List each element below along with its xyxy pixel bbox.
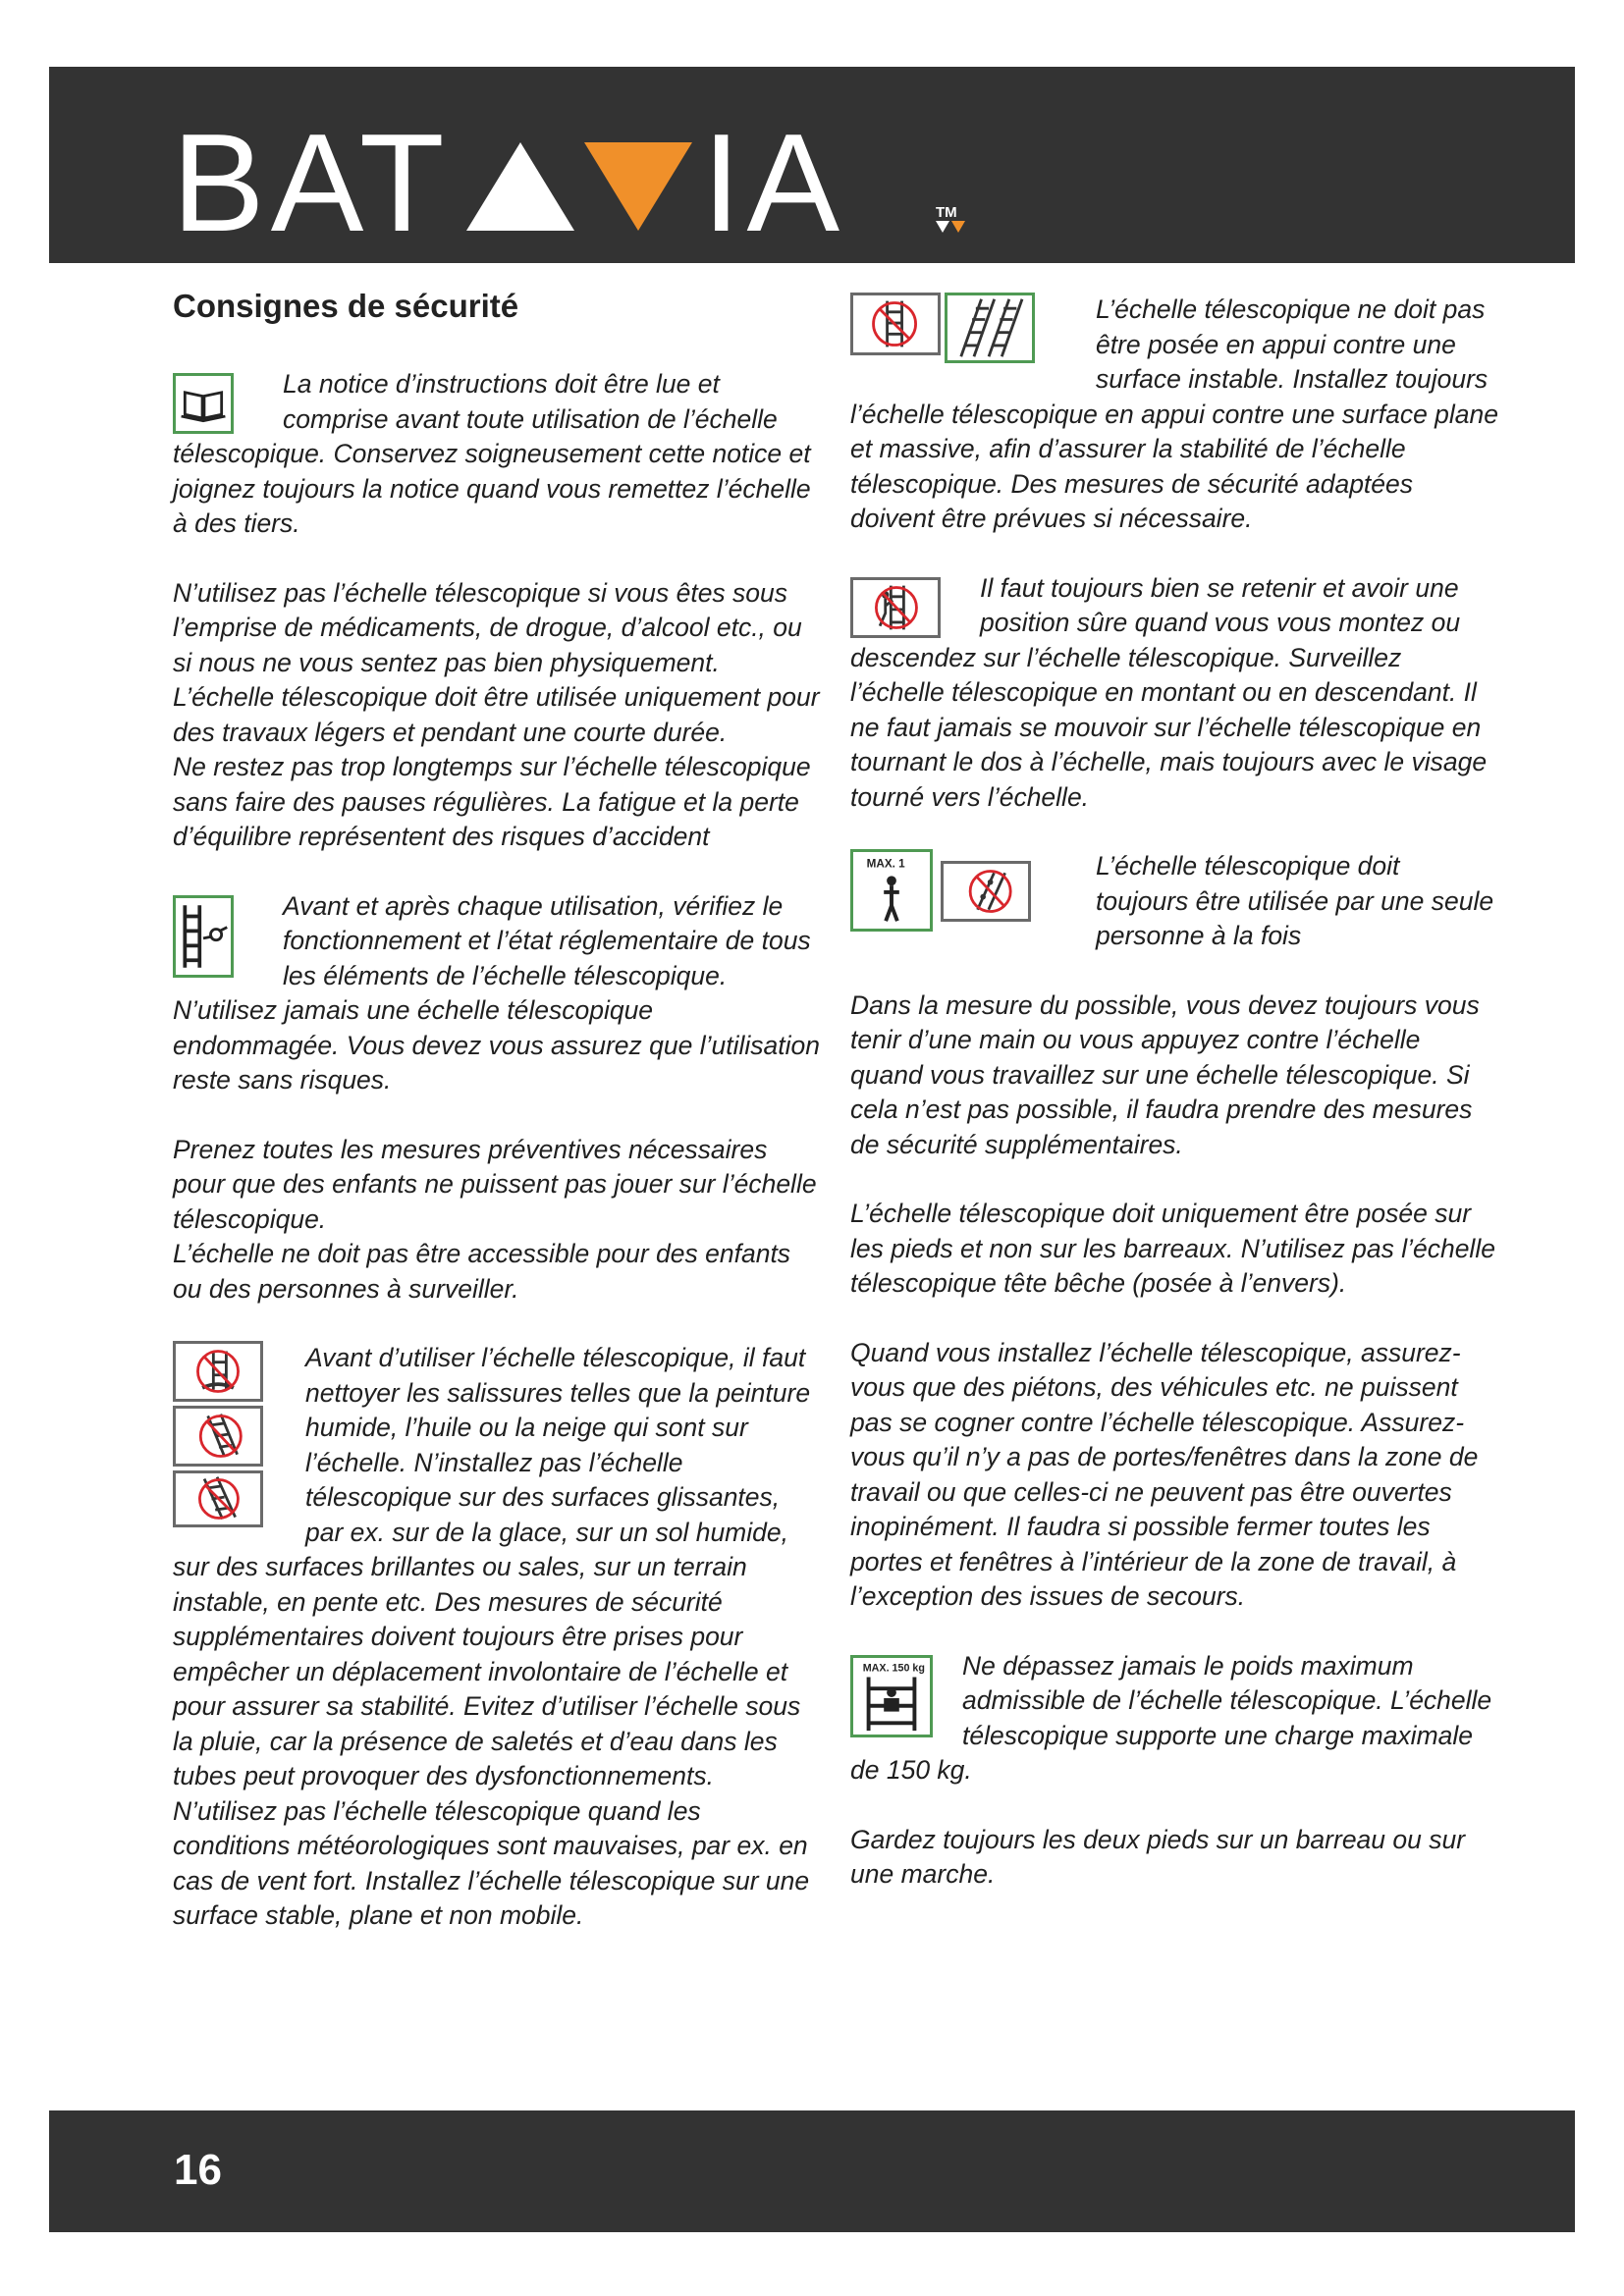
paragraph: Il faut toujours bien se retenir et avoir une position sûre quand vous vous montez ou descendez sur l’échelle télescopique. Surveillez l’échelle télescopique en montant ou en descendant. Il ne faut jamais se mouvoir sur l’échelle télescopique en tournant le dos à l’échelle, mais toujours avec le visage tourné vers l’échelle. [850,572,1488,812]
block-stable-support [850,293,1498,537]
block-feet-placement [850,1197,1498,1302]
ladder-inspection-icon [173,895,234,978]
paragraph: Ne dépassez jamais le poids maximum admissible de l’échelle télescopique. L’échelle télescopique supporte une charge maximale de 150 kg. [850,1650,1492,1785]
logo-bat: BAT [172,111,451,239]
block-both-feet [850,1823,1498,1893]
tm-orange-triangle [951,221,965,233]
block-read-manual [173,367,821,542]
block-max-load [850,1649,1498,1789]
max-load-label: MAX. 150 kg [862,1662,925,1675]
max-one-label: MAX. 1 [866,857,905,871]
book-icon [173,373,234,434]
max-one-person-icon [850,849,933,932]
logo-ia: IA [702,111,846,239]
paragraph: Prenez toutes les mesures préventives nécessaires pour que des enfants ne puissent pas jouer sur l’échelle télescopique. [173,1134,817,1234]
tm-white-triangle [936,221,949,233]
paragraph: Avant d’utiliser l’échelle télescopique, il faut nettoyer les salissures telles que la peinture humide, l’huile ou la neige qui sont sur l’échelle. N’installez pas l’échelle télescopique sur des surfaces glissantes, par ex. sur de la glace, sur un sol humide, sur des surfaces brillantes ou sales, sur un terrain instable, en pente etc. Des mesures de sécurité supplémentaires doivent toujours être prises pour empêcher un déplacement involontaire de l’échelle et pour assurer sa stabilité. Evitez d’utiliser l’échelle sous la pluie, car la présence de saletés et d’eau dans les tubes peut provoquer des dysfonctionnements. N’utilisez pas l’échelle télescopique quand les conditions météorologiques sont mauvaises, par ex. en cas de vent fort. Installez l’échelle télescopique sur une surface stable, plane et non mobile. [173,1343,811,1930]
max-load-icon [850,1655,933,1737]
no-two-persons-icon [941,861,1031,922]
paragraph: Quand vous installez l’échelle télescopique, assurez-vous que des piétons, des véhicules etc. ne puissent pas se cogner contre l’échelle télescopique. Assurez-vous qu’il n’y a pas de portes/fenêtres dans la zone de travail ou que celles-ci ne peuvent pas être ouvertes inopinément. Il faudra si possible fermer toutes les portes et fenêtres à l’intérieur de la zone de travail, à l’exception des issues de secours. [850,1337,1479,1611]
footer-bar [49,2110,1575,2232]
no-slippery-surface-icon [173,1406,263,1467]
surface-icons-group [173,1341,266,1527]
paragraph: L’échelle télescopique doit toujours être utilisée par une seule personne à la fois [1096,851,1494,950]
block-breaks [173,750,821,855]
paragraph: Gardez toujours les deux pieds sur un barreau ou sur une marche. [850,1824,1466,1889]
paragraph: La notice d’instructions doit être lue et comprise avant toute utilisation de l’échelle télescopique. Conservez soigneusement cette notice et joignez toujours la notice quand vous remettez l’échelle à des tiers. [173,369,811,538]
logo-white-triangle [466,142,574,231]
paragraph: L’échelle télescopique ne doit pas être posée en appui contre une surface instable. Installez toujours l’échelle télescopique en appui contre une surface plane et massive, afin d’assurer la stabilité de l’échelle télescopique. Des mesures de sécurité adaptées doivent être prévues si nécessaire. [850,294,1499,533]
one-person-icons-group [850,849,1047,932]
no-back-climbing-icon [850,577,941,638]
section-title: Consignes de sécurité [173,288,519,324]
right-column [850,293,1498,1927]
block-children [173,1133,821,1238]
block-health [173,576,821,751]
paragraph: Ne restez pas trop longtemps sur l’échelle télescopique sans faire des pauses régulières. La fatigue et la perte d’équilibre représentent des risques d’accident [173,752,811,851]
paragraph: L’échelle télescopique doit uniquement être posée sur les pieds et non sur les barreaux. N’utilisez pas l’échelle télescopique tête bêche (posée à l’envers). [850,1199,1495,1298]
support-icons-group [850,293,1047,363]
batavia-logo [172,111,987,239]
header-bar [49,67,1575,263]
block-access [173,1237,821,1307]
block-one-person [850,849,1498,954]
block-inspect [173,889,821,1098]
paragraph: Avant et après chaque utilisation, vérifiez le fonctionnement et l’état réglementaire de tous les éléments de l’échelle télescopique. N’utilisez jamais une échelle télescopique endommagée. Vous devez vous assurez que l’utilisation reste sans risques. [173,890,820,1095]
block-clean-surfaces [173,1341,821,1934]
page-number: 16 [174,2146,222,2194]
block-hand-support [850,988,1498,1163]
no-dirty-surface-icon [173,1341,263,1402]
paragraph: L’échelle ne doit pas être accessible pour des enfants ou des personnes à surveiller. [173,1239,791,1304]
stable-support-icon [945,293,1035,363]
no-unstable-support-icon [850,293,941,355]
logo-orange-triangle [584,142,692,231]
paragraph: Dans la mesure du possible, vous devez toujours vous tenir d’une main ou vous appuyez contre l’échelle quand vous travaillez sur une échelle télescopique. Si cela n’est pas possible, il faudra prendre des mesures de sécurité supplémentaires. [850,989,1480,1159]
block-traffic [850,1336,1498,1615]
left-column [173,287,821,1968]
block-hold-on [850,571,1498,816]
trademark: TM [936,204,957,221]
paragraph: N’utilisez pas l’échelle télescopique si vous êtes sous l’emprise de médicaments, de drogue, d’alcool etc., ou si nous ne vous sentez pas bien physiquement. L’échelle télescopique doit être utilisée uniquement pour des travaux légers et pendant une courte durée. [173,577,820,747]
no-uneven-surface-icon [173,1470,263,1527]
